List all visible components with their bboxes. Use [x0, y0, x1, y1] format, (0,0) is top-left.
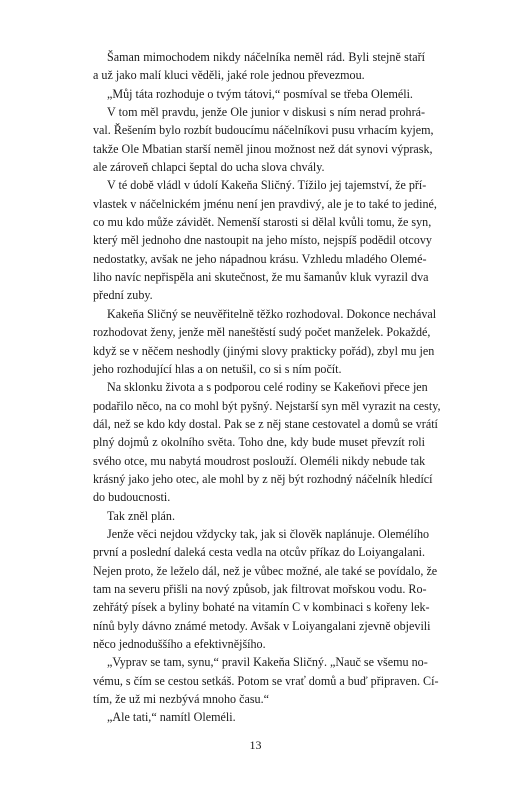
text-line: rozhodovat ženy, jenže měl naneštěstí sudý počet manželek. Pokaždé,	[93, 325, 431, 340]
paragraph	[93, 103, 434, 176]
text-line: tím, že už mi nezbývá mnoho času.“	[93, 692, 269, 707]
text-line: liho navíc nepřispěla ani skutečnost, že mu šamanův kluk vyrazil dva	[93, 270, 429, 285]
text-line: dál, než se kdo kdy dostal. Pak se z něj stane cestovatel a domů se vrátí	[93, 416, 438, 431]
text-line: vému, s čím se cestou setkáš. Potom se vrať domů a buď připraven. Cí-	[93, 673, 439, 688]
text-line: svého otce, mu nabytá moudrost poslouží. Oleméli nikdy nebude tak	[93, 453, 426, 468]
text-line: a už jako malí kluci věděli, jaké role jednou převezmou.	[93, 68, 365, 83]
text-line: co mu kdo může závidět. Nemenší starosti si dělal kvůli tomu, že syn,	[93, 215, 432, 230]
paragraph	[93, 708, 425, 726]
text-line: ale zároveň chlapci šeptal do ucha slova chvály.	[93, 160, 325, 175]
page-number: 13	[249, 738, 262, 752]
text-line: V té době vládl v údolí Kakeňa Sličný. Tížilo jej tajemství, že pří-	[107, 178, 427, 193]
text-line: Tak zněl plán.	[107, 508, 175, 523]
paragraph	[93, 305, 437, 378]
text-line: plný dojmů z okolního světa. Toho dne, kdy bude muset převzít roli	[93, 435, 425, 450]
body-text	[93, 48, 441, 727]
text-line: krásný jako jeho otec, ale mohl by z něj být rozhodný náčelník hledící	[93, 471, 433, 486]
paragraph	[93, 507, 425, 525]
text-line: zehřátý písek a byliny bohaté na vitamín C v kombinaci s kořeny lek-	[93, 600, 430, 615]
text-line: nedostatky, avšak ne jeho nápadnou krásu. Vzhledu mladého Olemé-	[93, 251, 427, 266]
text-line: jeho rozhodující hlas a on netušil, co si s ním počít.	[93, 361, 342, 376]
text-line: když se v něčem neshodly (jinými slovy prakticky pořád), zbyl mu jen	[93, 343, 435, 358]
paragraph	[93, 48, 425, 85]
paragraph	[93, 653, 439, 708]
text-line: první a poslední daleká cesta vedla na otcův příkaz do Loiyangalani.	[93, 545, 425, 560]
text-line: V tom měl pravdu, jenže Ole junior v diskusi s ním nerad prohrá-	[107, 105, 425, 120]
text-line: tam na severu přišli na nový způsob, jak filtrovat mořskou vodu. Ro-	[93, 581, 427, 596]
text-line: val. Řešením bylo rozbít budoucímu náčelníkovi pusu vrhacím kyjem,	[93, 123, 434, 138]
text-line: podařilo něco, na co mohl být pyšný. Nejstarší syn měl vyrazit na cesty,	[93, 398, 441, 413]
text-line: „Můj táta rozhoduje o tvým tátovi,“ posmíval se třeba Oleméli.	[107, 86, 413, 101]
text-line: vlastek v náčelnickém jménu není jen pravdivý, ale je to také to jediné,	[93, 196, 437, 211]
text-line: Jenže věci nejdou vždycky tak, jak si člověk naplánuje. Olemélího	[107, 526, 430, 541]
text-line: Nejen proto, že leželo dál, než je vůbec možné, ale také se povídalo, že	[93, 563, 438, 578]
text-line: takže Ole Mbatian starší neměl jinou možnost než dát synovi výprask,	[93, 141, 433, 156]
text-line: který měl jednoho dne nastoupit na jeho místo, nejspíš podědil otcovy	[93, 233, 432, 248]
text-line: nínů byly dávno známé metody. Avšak v Loiyangalani zjevně objevili	[93, 618, 431, 633]
text-line: něco jednoduššího a efektivnějšího.	[93, 637, 266, 651]
text-line: Na sklonku života a s podporou celé rodiny se Kakeňovi přece jen	[107, 380, 428, 395]
paragraph	[93, 525, 438, 653]
paragraph	[93, 378, 441, 506]
text-line: Kakeňa Sličný se neuvěřitelně těžko rozhodoval. Dokonce nechával	[107, 306, 437, 321]
text-line: „Vyprav se tam, synu,“ pravil Kakeňa Sličný. „Nauč se všemu no-	[107, 655, 428, 670]
text-line: do budoucnosti.	[93, 490, 171, 505]
paragraph	[93, 85, 425, 103]
text-line: „Ale tati,“ namítl Oleméli.	[107, 710, 236, 725]
paragraph	[93, 176, 437, 304]
text-line: přední zuby.	[93, 288, 153, 303]
text-line: Šaman mimochodem nikdy náčelníka neměl rád. Byli stejně staří	[107, 50, 425, 64]
